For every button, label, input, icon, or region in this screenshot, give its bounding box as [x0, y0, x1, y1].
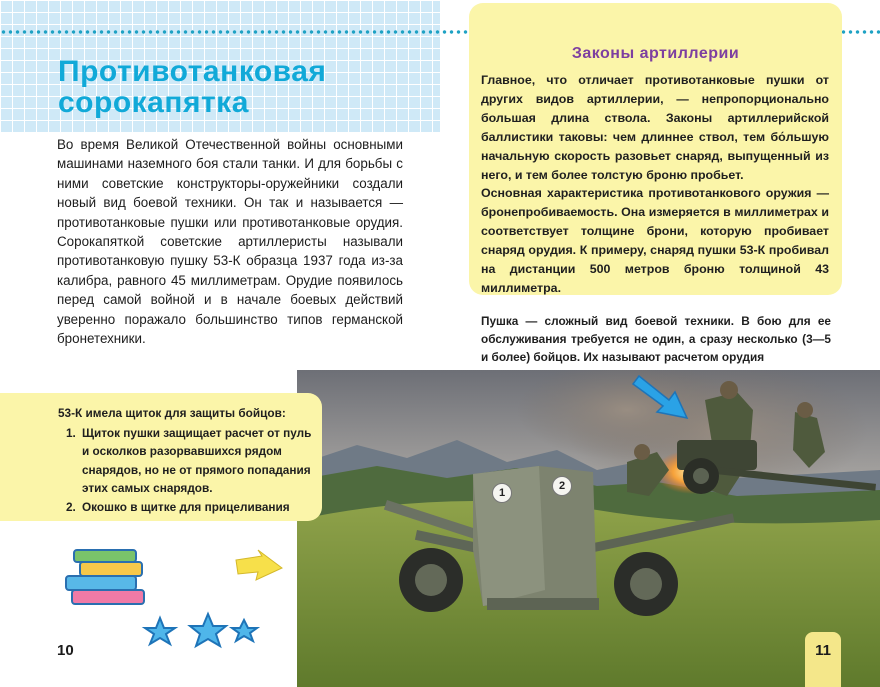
books-icon — [66, 550, 144, 604]
title-line-2: сорокапятка — [58, 86, 249, 119]
list-item — [58, 498, 316, 517]
list-item-number: 1. — [66, 425, 76, 440]
law-box-title: Законы артиллерии — [571, 45, 740, 62]
shield-note — [58, 404, 316, 516]
list-item-number: 2. — [66, 499, 76, 514]
books-and-stars-decoration — [0, 520, 300, 687]
shield-note-lead: 53-К имела щиток для защиты бойцов: — [58, 406, 286, 420]
list-item-text: Щиток пушки защищает расчет от пуль и осколков разорвавшихся рядом снарядов, но не от прямого попадания этих самых снарядов. — [82, 425, 312, 495]
anti-tank-gun-photo — [297, 370, 880, 687]
stars-icon — [145, 614, 257, 646]
page-number-tab — [805, 632, 841, 687]
intro-text: Во время Великой Отечественной войны основными машинами наземного боя стали танки. И для борьбы с ними советские конструкторы-оружейники создали новый вид боевой техники. Он так и называется — противотанковые пушки или противотанковые орудия. Сорокапяткой советские артиллеристы называли противотанковую пушку 53-К образца 1937 года из-за калибра, равного 45 миллиметрам. Орудие появилось перед самой войной и в начале боевых действий уверенно поражало большинство типов германской бронетехники. — [57, 137, 403, 347]
yellow-arrow-icon — [236, 550, 282, 580]
law-paragraph-2: Основная характеристика противотанкового оружия — бронепробиваемость. Она измеряется в миллиметрах и соответствует толщине брони, которую пробивает снаряд орудия. К примеру, снаряд пушки 53-К пробивал на дистанции 500 метров броню толщиной 43 миллиметра. — [481, 186, 829, 295]
laws-of-artillery-box — [469, 3, 842, 295]
page-number-right: 11 — [815, 642, 831, 659]
list-item-text: Окошко в щитке для прицеливания — [82, 499, 290, 514]
callout-window: 2 — [552, 476, 572, 496]
page-number-left: 10 — [57, 642, 74, 659]
title-line-1: Противотанковая — [58, 55, 327, 88]
law-box-text — [481, 71, 829, 298]
shield-note-list — [58, 424, 316, 517]
law-paragraph-1: Главное, что отличает противотанковые пушки от других видов артиллерии, — непропорционально большая длина ствола. Законы артиллерийской баллистики таковы: чем длиннее ствол, тем бо́льшую начальную скорость разовьет снаряд, выпущенный из него, и тем более толстую броню пробьет. — [481, 73, 829, 182]
page-title — [58, 56, 326, 118]
list-item — [58, 424, 316, 498]
callout-shield: 1 — [492, 483, 512, 503]
crew-caption: Пушка — сложный вид боевой техники. В бою для ее обслуживания требуется не один, а сразу несколько (3—5 и более) бойцов. Их называют расчетом орудия — [481, 314, 831, 364]
